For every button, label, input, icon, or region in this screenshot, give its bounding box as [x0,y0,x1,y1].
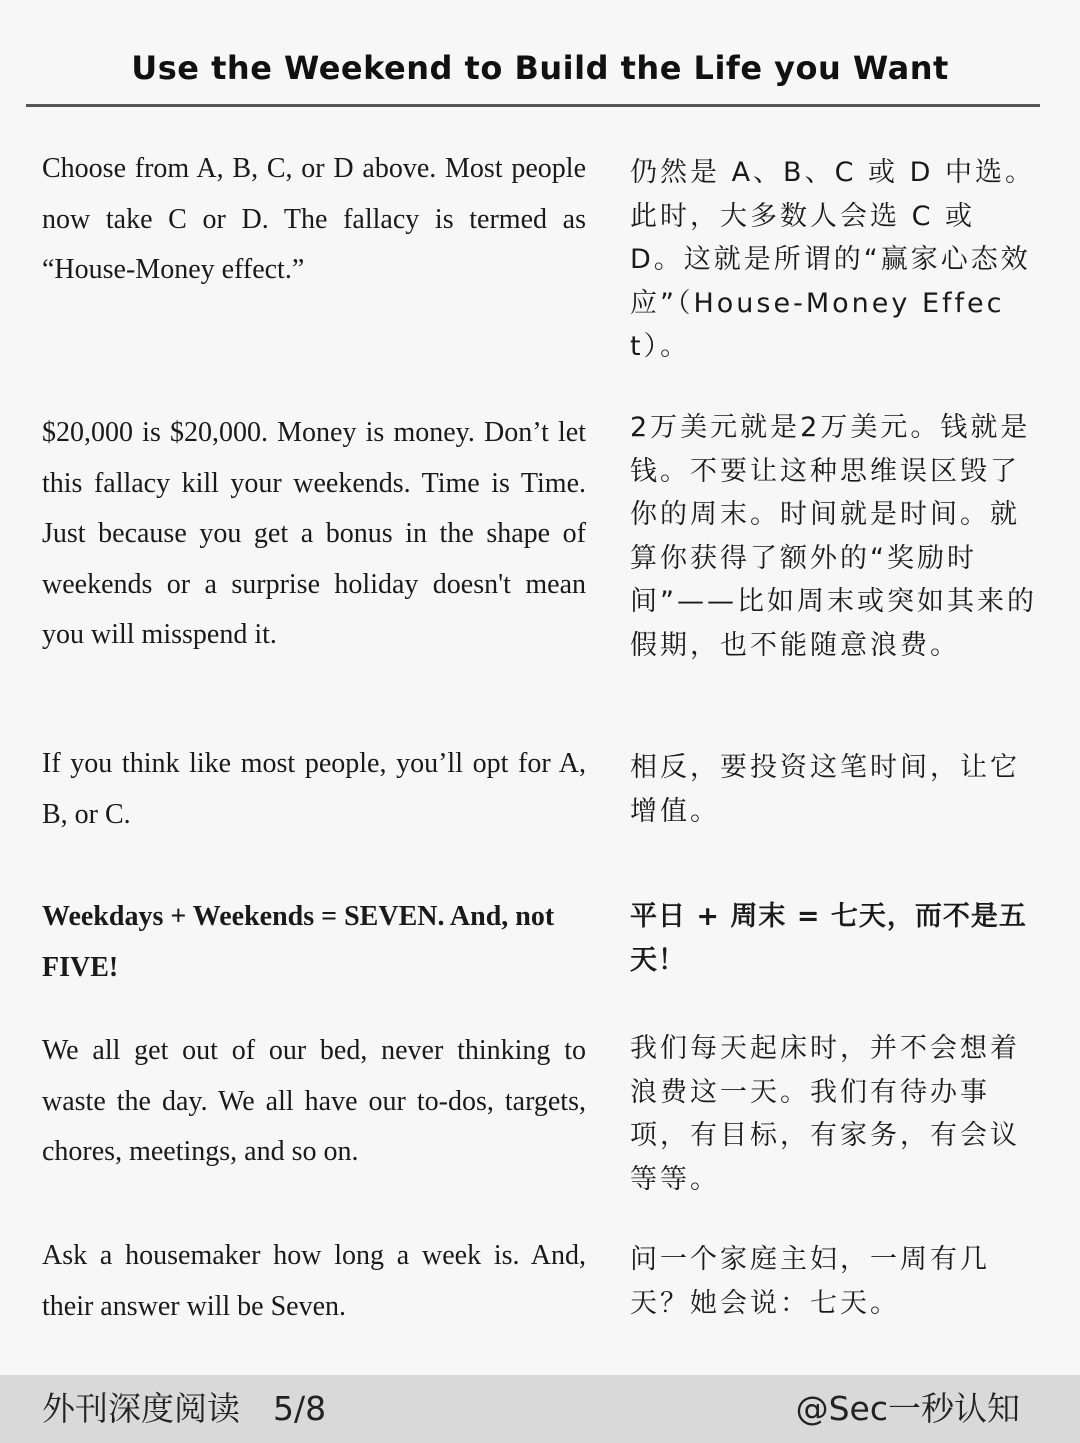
english-paragraph-5: Ask a housemaker how long a week is. And, their answer will be Seven. [42,1240,586,1322]
page-title: Use the Weekend to Build the Life you Want [131,49,949,87]
footer-bar [0,1375,1080,1443]
chinese-paragraph-5: 问一个家庭主妇，一周有几天？她会说：七天。 [630,1244,990,1319]
english-paragraph-1: Choose from A, B, C, or D above. Most people now take C or D. The fallacy is termed as “House-Money effect.” [42,153,586,285]
chinese-paragraph-3: 相反，要投资这笔时间，让它增值。 [630,752,1020,827]
footer-series-label: 外刊深度阅读 5/8 [42,1389,327,1428]
english-heading: Weekdays + Weekends = SEVEN. And, not FIVE! [42,901,555,983]
english-paragraph-2: $20,000 is $20,000. Money is money. Don’t let this fallacy kill your weekends. Time is Time. Just because you get a bonus in the shape of weekends or a surprise holiday doesn't mean you will misspend it. [42,417,586,650]
english-paragraph-4: We all get out of our bed, never thinking to waste the day. We all have our to-dos, targets, chores, meetings, and so on. [42,1035,586,1167]
chinese-paragraph-1: 仍然是 A、B、C 或 D 中选。此时，大多数人会选 C 或 D。这就是所谓的“赢家心态效应”（House-Money Effect）。 [630,157,1035,362]
title-divider [26,104,1040,107]
footer-author-handle: @Sec一秒认知 [795,1389,1020,1428]
chinese-heading: 平日 + 周末 = 七天，而不是五天！ [630,901,1027,976]
chinese-paragraph-4: 我们每天起床时，并不会想着浪费这一天。我们有待办事项，有目标，有家务，有会议等等。 [630,1033,1020,1195]
english-paragraph-3: If you think like most people, you’ll opt for A, B, or C. [42,748,586,830]
chinese-paragraph-2: 2万美元就是2万美元。钱就是钱。不要让这种思维误区毁了你的周末。时间就是时间。就算你获得了额外的“奖励时间”——比如周末或突如其来的假期，也不能随意浪费。 [630,412,1037,661]
